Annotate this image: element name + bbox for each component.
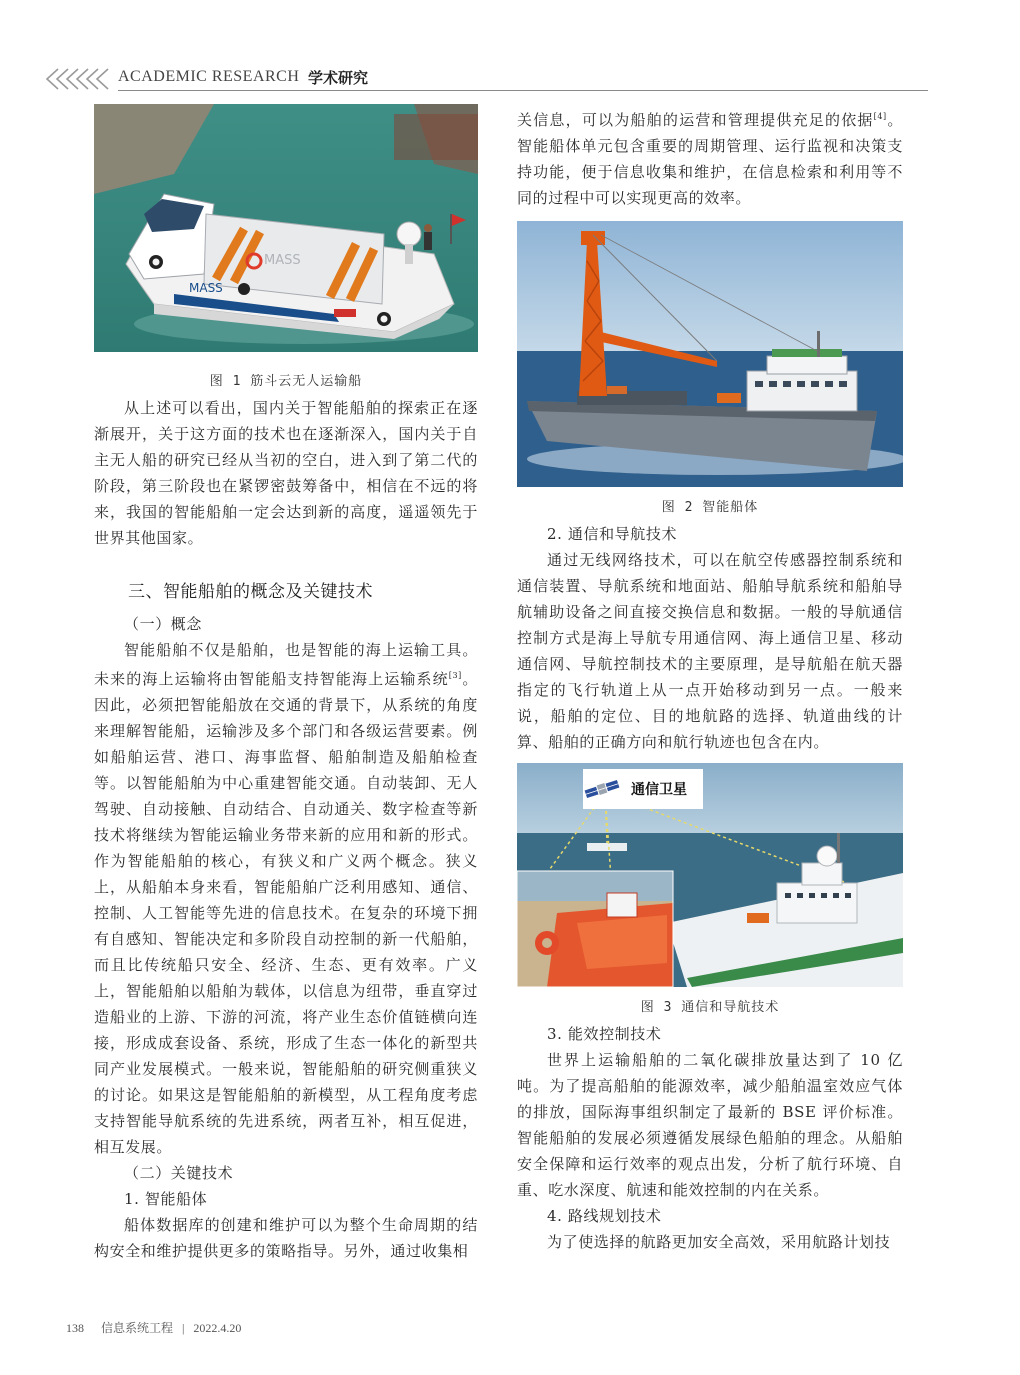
figure-2-caption: 图 2 智能船体 — [661, 500, 759, 515]
header-english-title: ACADEMIC RESEARCH — [118, 68, 300, 85]
page-footer — [66, 1319, 241, 1336]
hull-text-b: 。智能船体单元包含重要的周期管理、运行监视和决策支持功能，便于信息收集和维护，在信息检索和利用等不同的过程中可以实现更高的效率。 — [517, 111, 903, 207]
hull-mass-text: MASS — [189, 281, 223, 295]
unmanned-boat-image — [94, 104, 478, 352]
figure-1-photo — [94, 104, 478, 352]
heading-smart-hull: 1. 智能船体 — [124, 1190, 208, 1208]
paragraph-hull-database: 船体数据库的创建和维护可以为整个生命周期的结构安全和维护提供更多的策略指导。另外，通过收集相 — [94, 1216, 478, 1260]
heading-comm-nav: 2. 通信和导航技术 — [547, 525, 678, 543]
heading-route-planning: 4. 路线规划技术 — [547, 1207, 662, 1225]
subsection-key-tech: （二）关键技术 — [124, 1164, 234, 1182]
paragraph-overview: 从上述可以看出，国内关于智能船舶的探索正在逐渐展开，关于这方面的技术也在逐渐深入，国内关于自主无人船的研究已经从当初的空白，进入到了第二代的阶段，第三阶段也在紧锣密鼓筹备中，相信在不远的将来，我国的智能船舶一定会达到新的高度，遥遥领先于世界其他国家。 — [94, 399, 478, 547]
citation-3: [3] — [448, 671, 462, 680]
paragraph-concept — [94, 637, 478, 1160]
figure-3-photo — [517, 763, 903, 987]
satellite-label-text: 通信卫星 — [631, 782, 687, 798]
header-rule — [118, 90, 928, 91]
paragraph-comm-nav: 通过无线网络技术，可以在航空传感器控制系统和通信装置、导航系统和地面站、船舶导航系统和船舶导航辅助设备之间直接交换信息和数据。一般的导航通信控制方式是海上导航专用通信网、海上通信卫星、移动通信网、导航控制技术的主要原理，是导航船在航天器指定的飞行轨道上从一点开始移动到另一点。一般来说，船舶的定位、目的地航路的选择、轨道曲线的计算、船舶的正确方向和航行轨迹也包含在内。 — [517, 551, 903, 751]
page-number: 138 — [66, 1321, 84, 1335]
satellite-label — [583, 769, 703, 809]
figure-2-photo — [517, 221, 903, 487]
heading-energy-efficiency: 3. 能效控制技术 — [547, 1025, 662, 1043]
journal-name: 信息系统工程 — [101, 1321, 174, 1335]
citation-4: [4] — [873, 112, 887, 121]
container-mass-text: MASS — [264, 253, 301, 268]
concept-text-b: 。因此，必须把智能船放在交通的背景下，从系统的角度来理解智能船，运输涉及多个部门和各级运营要素。例如船舶运营、港口、海事监督、船舶制造及船舶检查等。以智能船舶为中心重建智能交通。自动装卸、无人驾驶、自动接触、自动结合、自动通关、数字检查等新技术将继续为智能运输业务带来新的应用和新的形式。作为智能船舶的核心，有狭义和广义两个概念。狭义上，从船舶本身来看，智能船舶广泛利用感知、通信、控制、人工智能等先进的信息技术。在复杂的环境下拥有自感知、智能决定和多阶段自动控制的新一代船舶，而且比传统船只安全、经济、生态、更有效率。广义上，智能船舶以船舶为载体，以信息为纽带，垂直穿过造船业的上游、下游的河流，将产业生态价值链横向连接，形成成套设备、系统，形成了生态一体化的新型共同产业发展模式。一般来说，智能船舶的研究侧重狭义的讨论。如果这是智能船舶的新模型，从工程角度考虑支持智能导航系统的先进系统，两者互补，相互促进，相互发展。 — [94, 670, 478, 1156]
hull-text-a: 关信息，可以为船舶的运营和管理提供充足的依据 — [517, 111, 874, 129]
figure-3-caption: 图 3 通信和导航技术 — [640, 1000, 780, 1015]
paragraph-energy-efficiency: 世界上运输船舶的二氧化碳排放量达到了 10 亿吨。为了提高船舶的能源效率，减少船舶温室效应气体的排放，国际海事组织制定了最新的 BSE 评价标准。智能船舶的发展必须遵循发展绿色船舶的理念。从船舶安全保障和运行效率的观点出发，分析了航行环境、自重、吃水深度、航速和能效控制的内在关系。 — [517, 1051, 903, 1199]
satellite-icon — [583, 778, 621, 800]
issue-date: 2022.4.20 — [193, 1321, 242, 1335]
paragraph-hull-continued — [517, 104, 903, 211]
figure-1-caption: 图 1 筋斗云无人运输船 — [209, 374, 363, 389]
footer-separator: | — [182, 1321, 185, 1335]
page-header — [44, 66, 928, 92]
paragraph-route-planning: 为了使选择的航路更加安全高效，采用航路计划技 — [547, 1233, 891, 1251]
right-column — [517, 104, 903, 1255]
left-column — [94, 104, 478, 1264]
section-3-heading: 三、智能船舶的概念及关键技术 — [128, 582, 373, 602]
concept-text-a: 智能船舶不仅是船舶，也是智能的海上运输工具。未来的海上运输将由智能船支持智能海上运输系统 — [94, 641, 478, 688]
research-vessel-image — [517, 763, 903, 987]
subsection-concept: （一）概念 — [124, 615, 203, 633]
header-chinese-title: 学术研究 — [308, 69, 369, 87]
crane-vessel-image — [517, 221, 903, 487]
chevron-arrows-icon — [44, 66, 114, 92]
